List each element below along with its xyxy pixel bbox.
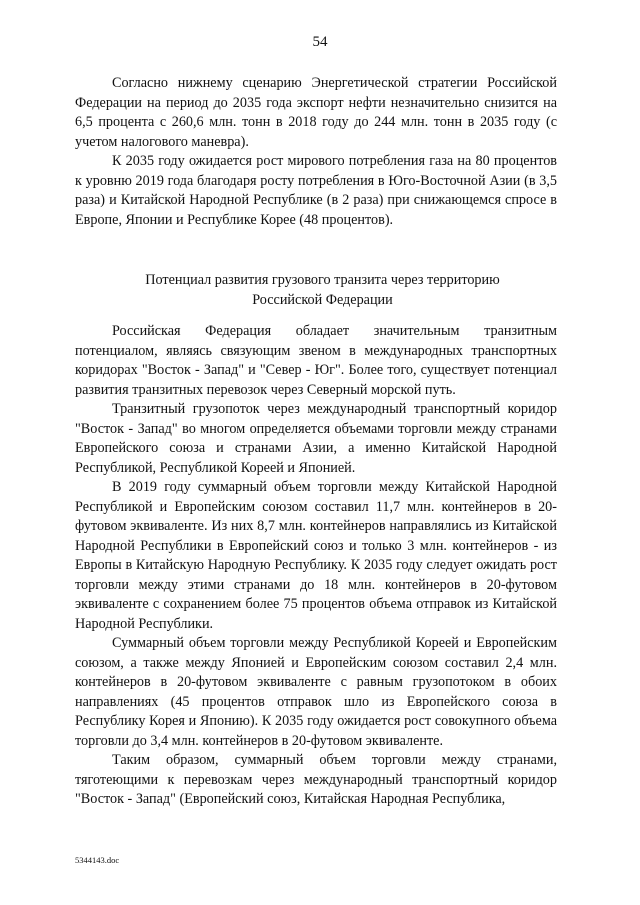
body-text-block (75, 322, 557, 810)
section-heading-line-1: Потенциал развития грузового транзита через территорию (145, 272, 500, 288)
paragraph-transit-potential: Российская Федерация обладает значительным транзитным потенциалом, являясь связующим звеном в международных транспортных коридорах "Восток - Запад" и "Север - Юг". Более того, существует потенциал развития транзитных перевозок через Северный морской путь. (75, 323, 557, 398)
paragraph-east-west-corridor: Транзитный грузопоток через международный транспортный коридор "Восток - Запад" во многом определяется объемами торговли между странами Европейского союза и странами Азии, а именно Китайской Народной Республикой, Республикой Кореей и Японией. (75, 401, 557, 476)
page-number: 54 (312, 34, 328, 50)
paragraph-oil-export: Согласно нижнему сценарию Энергетической стратегии Российской Федерации на период до 2035 года экспорт нефти незначительно снизится на 6,5 процента с 260,6 млн. тонн в 2018 году до 244 млн. тонн в 2035 году (с учетом налогового маневра). (75, 75, 557, 150)
paragraph-china-eu-trade: В 2019 году суммарный объем торговли между Китайской Народной Республикой и Европейским союзом составил 11,7 млн. контейнеров в 20-футовом эквиваленте. Из них 8,7 млн. контейнеров направлялись из Китайской Народной Республики в Европейский союз и только 3 млн. контейнеров - из Европы в Китайскую Народную Республику. К 2035 году следует ожидать рост торговли между этими странами до 18 млн. контейнеров в 20-футовом эквиваленте с сохранением более 75 процентов объема отправок из Китайской Народной Республики. (75, 479, 557, 632)
section-heading (75, 271, 570, 310)
paragraph-total-trade: Таким образом, суммарный объем торговли между странами, тяготеющими к перевозкам через международный транспортный коридор "Восток - Запад" (Европейский союз, Китайская Народная Республика, (75, 752, 557, 807)
section-heading-line-2: Российской Федерации (252, 291, 393, 308)
document-code: 5344143.doc (75, 855, 120, 865)
intro-text-block (75, 74, 557, 230)
paragraph-korea-japan-eu-trade: Суммарный объем торговли между Республикой Кореей и Европейским союзом, а также между Японией и Европейским союзом составил 2,4 млн. контейнеров в 20-футовом эквиваленте с равным грузопотоком в обоих направлениях (45 процентов отправок шло из Европейского союза в Республику Корея и Японию). К 2035 году ожидается рост совокупного объема торговли до 3,4 млн. контейнеров в 20-футовом эквиваленте. (75, 635, 557, 749)
paragraph-gas-consumption: К 2035 году ожидается рост мирового потребления газа на 80 процентов к уровню 2019 года благодаря росту потребления в Юго-Восточной Азии (в 3,5 раза) и Китайской Народной Республике (в 2 раза) при снижающемся спросе в Европе, Японии и Республике Корее (48 процентов). (75, 153, 557, 228)
